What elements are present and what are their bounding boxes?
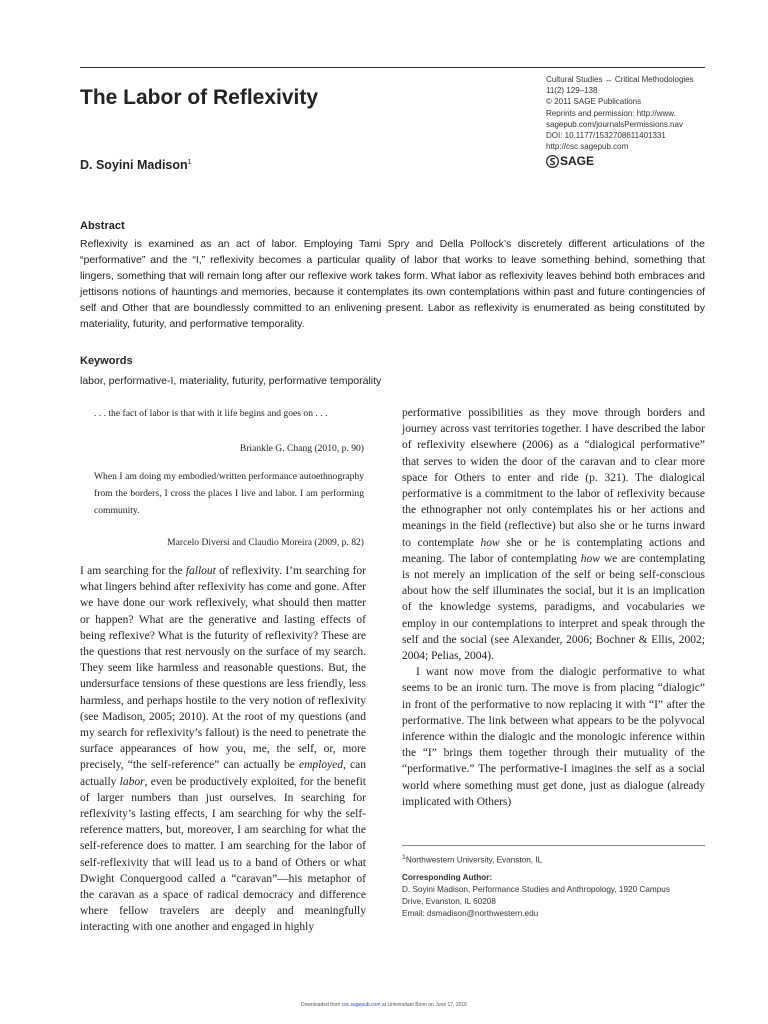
affiliation-footnote	[402, 852, 712, 867]
body-paragraph-1	[402, 405, 705, 664]
body-text: we are contemplating is not merely an implication of the self or being self-conscious about how the self illuminates the social, but it is an implication of the knowledge systems, paradigms, and vocabularies we employ in our contemplations to interpret and speak through the self and the social (see Alexander, 2006; Bochner & Ellis, 2002; 2004; Pelias, 2004).	[402, 552, 705, 663]
corresponding-line-1: D. Soyini Madison, Performance Studies and Anthropology, 1920 Campus	[402, 884, 670, 894]
epigraph-2-quote: When I am doing my embodied/written performance autoethnography from the borders, I cross the places I live and labor. I am performing community.	[94, 471, 364, 516]
corresponding-author-heading: Corresponding Author:	[402, 872, 493, 882]
footnotes	[402, 852, 712, 920]
body-text: , even be productively exploited, for the benefit of larger numbers than just ourselves. In searching for reflexivity’s lasting effects, I am searching for why the self-reference matters, but, moreover, I am searching for what the self-reference does to matter. I am searching for the labor of self-reflexivity that will lead us to a band of Others or what Dwight Conquergood called a “caravan”—his metaphor of the caravan as a space of radical democracy and difference where fellow travelers are deeply and meaningfully interacting with one another and engaged in highly	[80, 775, 366, 934]
epigraph-2-source: Marcelo Diversi and Claudio Moreira (2009, p. 82)	[167, 537, 364, 548]
sage-logo-text: SAGE	[560, 154, 595, 168]
footnote-mark: 1	[402, 854, 406, 861]
reprints-line-2[interactable]: sagepub.com/journalsPermissions.nav	[546, 119, 683, 129]
affiliation-text: Northwestern University, Evanston, IL	[405, 855, 543, 865]
abstract-text: Reflexivity is examined as an act of labor. Employing Tami Spry and Della Pollock’s discretely different articulations of the “performative” and the “I,” reflexivity becomes a particular quality of labor that works to leave something behind, something that lingers, something that will remain long after our reflexive work takes form. What labor as reflexivity leaves behind both embraces and jettisons notions of hauntings and memories, because it contemplates its own contemplations within past and future contingencies of self and Other that are boundlessly committed to an enlivening present. Labor as reflexivity is enumerated as being constituted by materiality, futurity, and performative temporality.	[80, 238, 705, 331]
journal-metadata	[546, 74, 694, 152]
corresponding-email[interactable]: Email: dsmadison@northwestern.edu	[402, 908, 539, 918]
journal-volume: 11(2) 129–138	[546, 86, 598, 96]
body-emphasis: how	[480, 536, 500, 549]
epigraph-1-quote: . . . the fact of labor is that with it life begins and goes on . . .	[94, 408, 328, 419]
sage-logo	[546, 154, 594, 168]
body-column-right	[402, 405, 705, 810]
body-text: I am searching for the	[80, 565, 186, 577]
body-text: she or he is contemplating actions and meaning. The labor of contemplating	[402, 536, 705, 565]
header-rule	[80, 67, 705, 68]
doi[interactable]: DOI: 10.1177/1532708611401331	[546, 131, 666, 141]
body-text: performative possibilities as they move through borders and journey across vast territories together. I have described the labor of reflexivity elsewhere (2006) as a “dialogical performative” that serves to widen the door of the caravan and to clear more space for Others to enter and ride (p. 321). The dialogical performative is a commitment to the labor of reflexivity because the ethnographer not only contemplates his or her actions and meanings in the field (reflective) but also she or he turns inward to contemplate	[402, 407, 705, 549]
body-column-left	[80, 563, 366, 936]
body-emphasis: how	[580, 552, 600, 565]
download-prefix: Downloaded from	[301, 1002, 342, 1008]
body-text: , can actually	[80, 759, 366, 788]
body-emphasis: labor	[119, 775, 145, 788]
journal-name: Cultural Studies ↔ Critical Methodologies	[546, 75, 694, 84]
author-footnote-mark: 1	[187, 158, 192, 166]
corresponding-line-2: Drive, Evanston, IL 60208	[402, 896, 496, 906]
sage-logo-icon	[546, 155, 559, 168]
keywords-text: labor, performative-I, materiality, futurity, performative temporality	[80, 375, 382, 387]
body-paragraph-2: I want now move from the dialogic performative to what seems to be an ironic turn. The move is from placing “dialogic” in front of the performative to now replacing it with “I” after the performative. The link between what appears to be the polyvocal inference within the dialogic and the monologic inference within the “I” brings them together through their mutuality of the “performative.” The performative-I imagines the self as a social world where something must get done, just as dialogue (already implicated with Others)	[402, 666, 705, 808]
copyright: © 2011 SAGE Publications	[546, 97, 642, 107]
download-suffix: at Universitaet Bonn on June 17, 2016	[380, 1002, 467, 1008]
keywords-heading: Keywords	[80, 355, 133, 367]
reprints-line-1[interactable]: Reprints and permission: http://www.	[546, 108, 676, 118]
download-link[interactable]: csc.sagepub.com	[341, 1002, 381, 1008]
author-text: D. Soyini Madison	[80, 158, 188, 172]
abstract-heading: Abstract	[80, 220, 125, 232]
body-emphasis: employed	[298, 759, 344, 772]
journal-url[interactable]: http://csc.sagepub.com	[546, 142, 629, 152]
epigraph-1-source: Briankle G. Chang (2010, p. 90)	[239, 443, 364, 454]
footnote-rule	[402, 845, 705, 846]
author-name	[80, 158, 192, 172]
body-emphasis: fallout	[185, 565, 216, 577]
download-notice	[0, 1002, 768, 1008]
body-text: of reflexivity. I’m searching for what lingers behind after reflexivity has come and gone. After we have done our work reflexively, what should then matter or happen? What are the generative and lasting effects of being reflexive? What is the futurity of reflexivity? These are the questions that rest nervously on the surface of my search. They seem like harmless and reasonable questions. But, the undersurface tensions of these questions are less friendly, less harmless, and perhaps hostile to the very notion of reflexivity (see Madison, 2005; 2010). At the root of my questions (and my search for reflexivity’s fallout) is the need to penetrate the surface appearances of how you, me, the self, or, more precisely, “the self-reference” can actually be	[80, 565, 366, 772]
article-title: The Labor of Reflexivity	[80, 86, 319, 109]
